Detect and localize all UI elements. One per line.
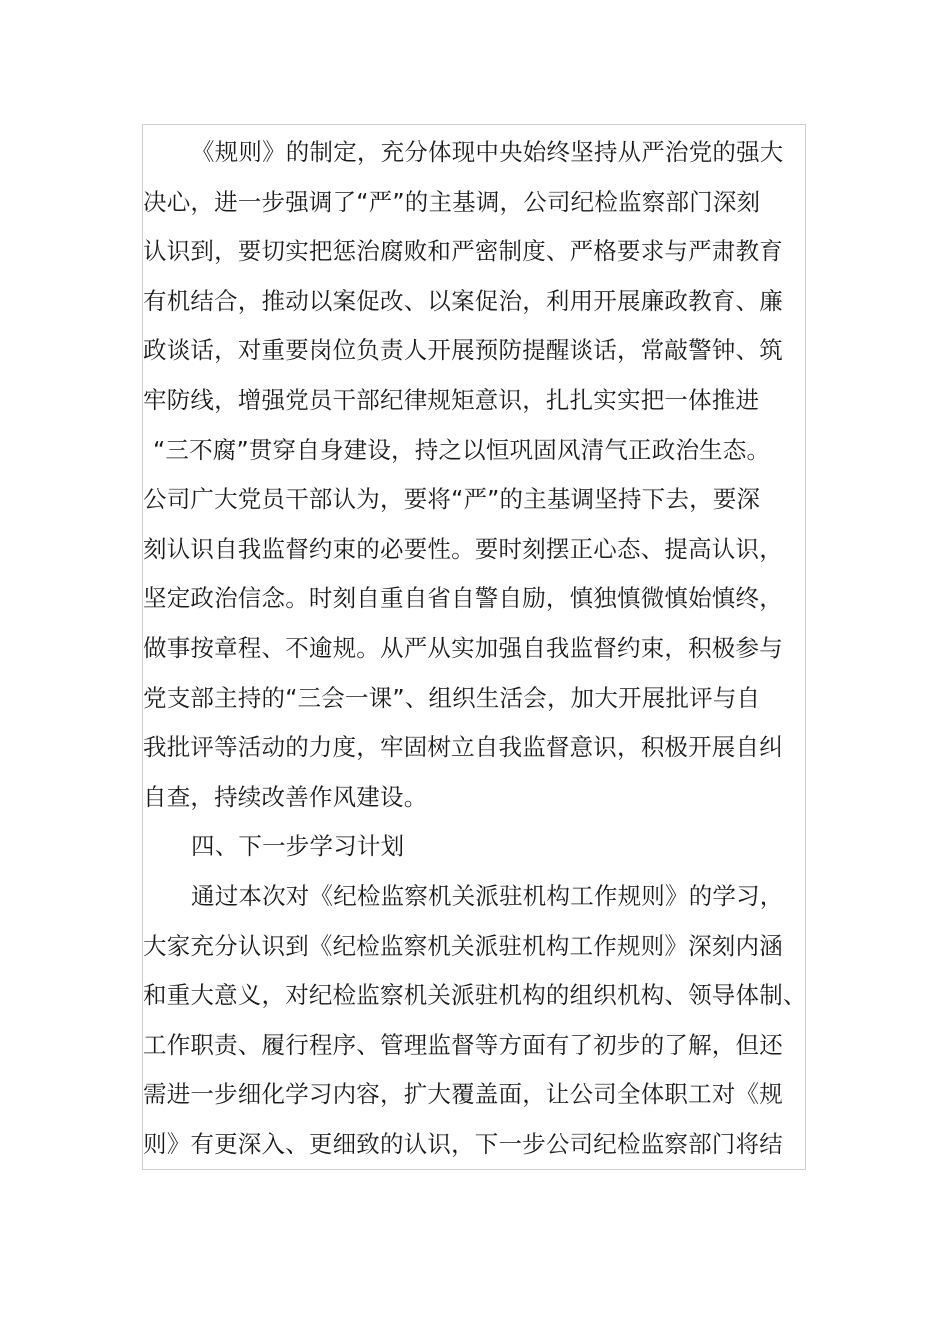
text-line: 做事按章程、不逾规。从严从实加强自我监督约束，积极参与: [143, 633, 783, 662]
text-line: 政谈话，对重要岗位负责人开展预防提醒谈话，常敲警钟、筑: [143, 336, 783, 365]
text-line: 牢防线，增强党员干部纪律规矩意识，扎扎实实把一体推进: [143, 385, 760, 414]
text-line: 党支部主持的“三会一课”、组织生活会，加大开展批评与自: [143, 683, 761, 712]
text-line: 通过本次对《纪检监察机关派驻机构工作规则》的学习，: [191, 881, 784, 910]
text-line: 则》有更深入、更细致的认识，下一步公司纪检监察部门将结: [143, 1129, 783, 1158]
text-line: 公司广大党员干部认为，要将“严”的主基调坚持下去，要深: [143, 485, 761, 514]
text-line: 刻认识自我监督约束的必要性。要时刻摆正心态、提高认识，: [143, 534, 783, 563]
text-line: 和重大意义，对纪检监察机关派驻机构的组织机构、领导体制、: [143, 981, 807, 1010]
document-body: [143, 128, 805, 1169]
section-heading: 四、下一步学习计划: [191, 832, 405, 861]
text-line: 坚定政治信念。时刻自重自省自警自励，慎独慎微慎始慎终，: [143, 584, 783, 613]
text-line: 大家充分认识到《纪检监察机关派驻机构工作规则》深刻内涵: [143, 931, 783, 960]
text-line: 决心，进一步强调了“严”的主基调，公司纪检监察部门深刻: [143, 187, 761, 216]
text-line: 认识到，要切实把惩治腐败和严密制度、严格要求与严肃教育: [143, 237, 783, 266]
text-line: 需进一步细化学习内容，扩大覆盖面，让公司全体职工对《规: [143, 1080, 783, 1109]
text-line: 工作职责、履行程序、管理监督等方面有了初步的了解，但还: [143, 1030, 783, 1059]
text-line: 有机结合，推动以案促改、以案促治，利用开展廉政教育、廉: [143, 286, 783, 315]
text-line: “三不腐”贯穿自身建设，持之以恒巩固风清气正政治生态。: [153, 435, 771, 464]
text-line: 我批评等活动的力度，牢固树立自我监督意识，积极开展自纠: [143, 733, 783, 762]
text-line: 自查，持续改善作风建设。: [143, 782, 428, 811]
text-line: 《规则》的制定，充分体现中央始终坚持从严治党的强大: [191, 138, 784, 166]
